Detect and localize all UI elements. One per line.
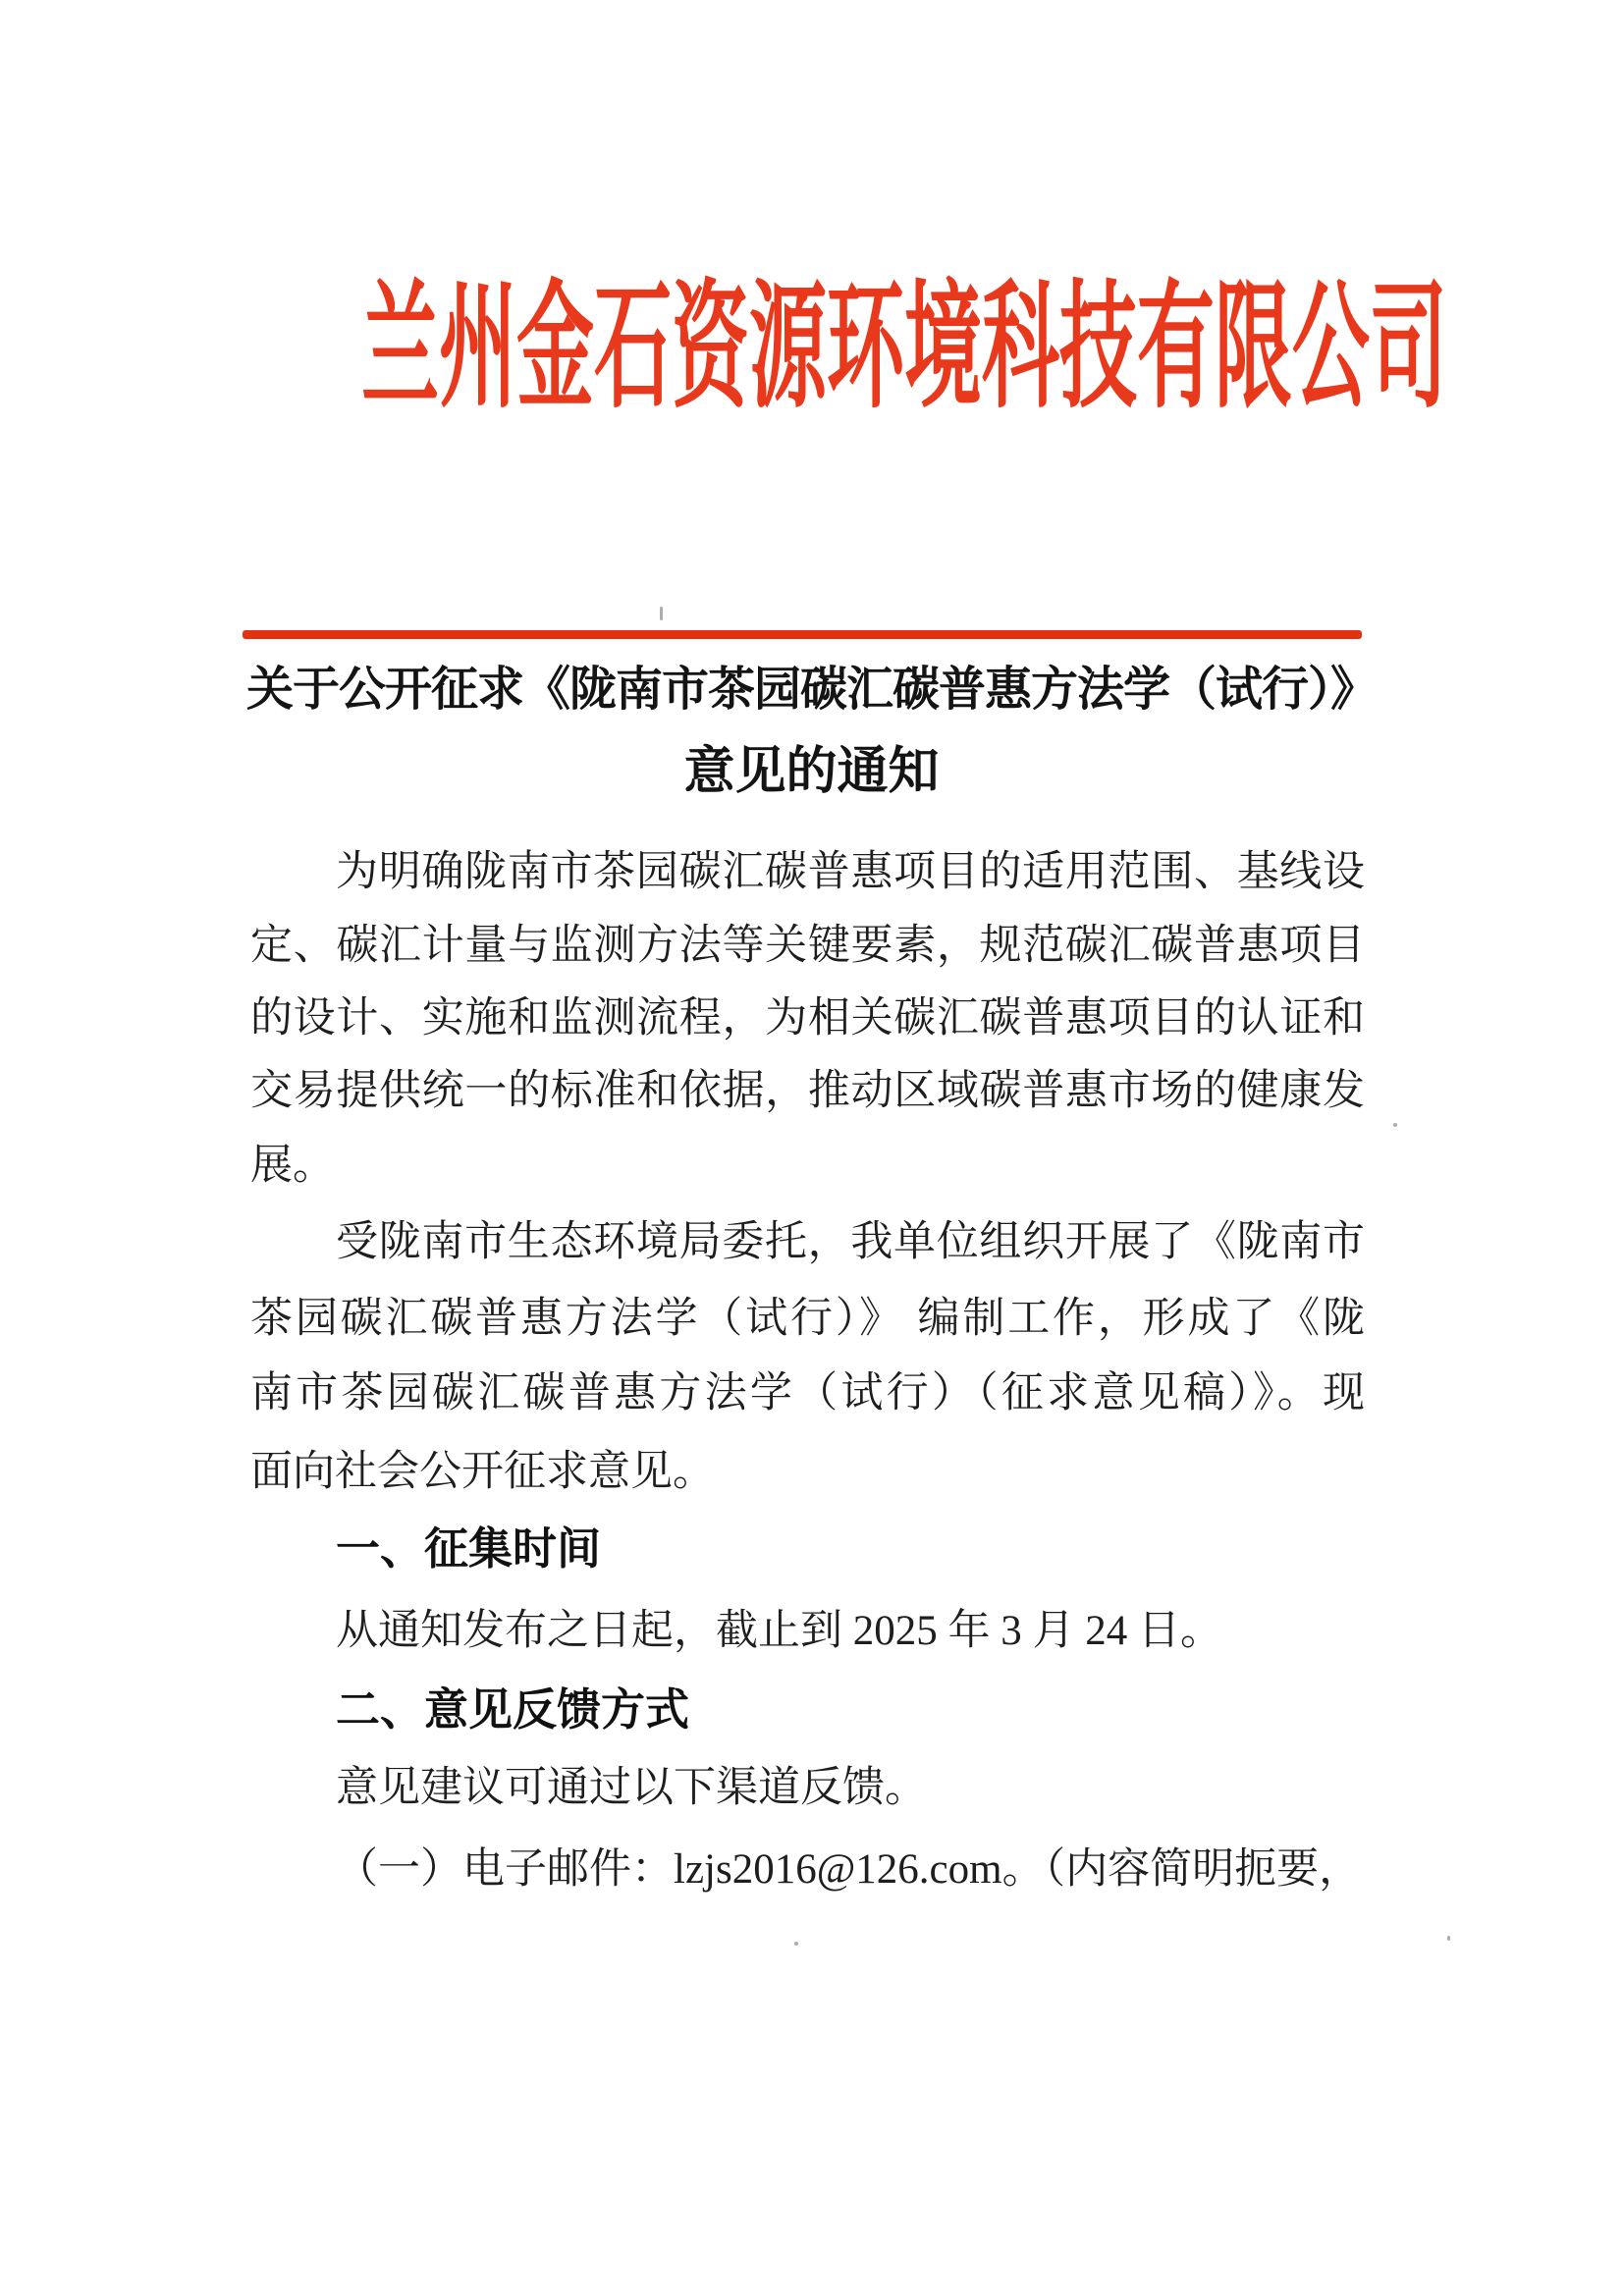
scan-speck — [794, 1942, 798, 1946]
scan-speck — [660, 607, 663, 620]
body-line: 茶园碳汇碳普惠方法学（试行）》 编制工作，形成了《陇 — [250, 1296, 1365, 1342]
section-heading-collection-time: 一、征集时间 — [336, 1523, 602, 1574]
body-line: 展。 — [250, 1143, 335, 1189]
body-line: 为明确陇南市茶园碳汇碳普惠项目的适用范围、基线设 — [336, 849, 1365, 895]
body-line: 的设计、实施和监测流程，为相关碳汇碳普惠项目的认证和 — [250, 995, 1365, 1041]
body-line: 交易提供统一的标准和依据，推动区域碳普惠市场的健康发 — [250, 1068, 1365, 1114]
letterhead — [0, 273, 1623, 425]
body-line: 南市茶园碳汇碳普惠方法学（试行）（征求意见稿）》。现 — [250, 1370, 1365, 1416]
scan-speck — [1393, 1123, 1397, 1127]
company-name: 兰州金石资源环境科技有限公司 — [361, 273, 1447, 425]
notice-title-line2: 意见的通知 — [683, 744, 940, 800]
body-line: 受陇南市生态环境局委托，我单位组织开展了《陇南市 — [336, 1219, 1365, 1265]
section-heading-feedback-method: 二、意见反馈方式 — [336, 1684, 690, 1735]
body-line-email: （一）电子邮件：lzjs2016@126.com。（内容简明扼要， — [336, 1846, 1362, 1893]
notice-title-line1: 关于公开征求《陇南市茶园碳汇碳普惠方法学（试行）》 — [245, 664, 1377, 716]
body-line: 意见建议可通过以下渠道反馈。 — [336, 1765, 927, 1811]
letterhead-divider-line — [243, 630, 1362, 639]
scan-speck — [1447, 1936, 1450, 1941]
body-line-deadline: 从通知发布之日起，截止到 2025 年 3 月 24 日。 — [336, 1608, 1222, 1654]
body-line: 面向社会公开征求意见。 — [250, 1449, 715, 1495]
body-line: 定、碳汇计量与监测方法等关键要素，规范碳汇碳普惠项目 — [250, 923, 1365, 969]
